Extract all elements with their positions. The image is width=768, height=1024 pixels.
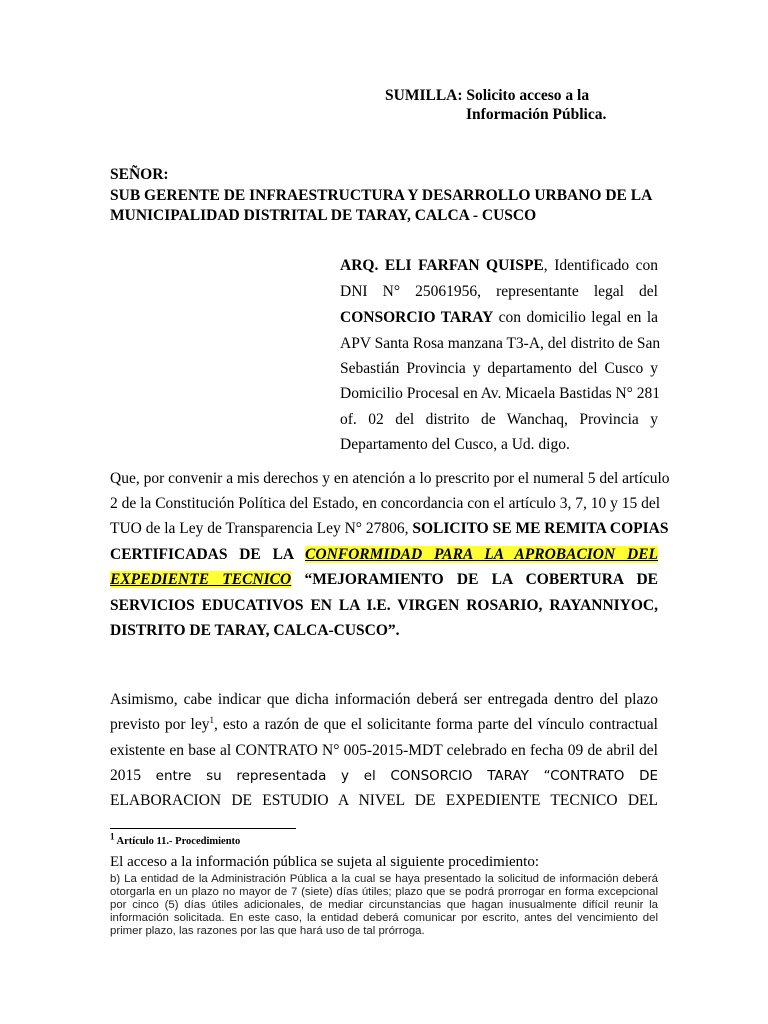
footnote-number: 1 (110, 831, 115, 842)
request-line-1: Que, por convenir a mis derechos y en atención a lo prescrito por el numeral 5 del artículo (110, 470, 670, 487)
deadline-line-4-a: 2015 (110, 767, 141, 784)
salutation: SEÑOR: (110, 166, 169, 183)
deadline-line-1: Asimismo, cabe indicar que dicha información deberá ser entregada dentro del plazo (110, 691, 658, 708)
applicant-name: ARQ. ELI FARFAN QUISPE (340, 257, 544, 274)
applicant-line-5: Sebastián Provincia y departamento del Cusco y (340, 360, 658, 377)
footnote-article: Artículo 11.- Procedimiento (116, 836, 241, 847)
deadline-line-3: existente en base al CONTRATO N° 005-2015-MDT celebrado en fecha 09 de abril del (110, 742, 658, 759)
deadline-line-5: ELABORACION DE ESTUDIO A NIVEL DE EXPEDIENTE TECNICO DEL (110, 792, 658, 809)
addressee-line-2: MUNICIPALIDAD DISTRITAL DE TARAY, CALCA - CUSCO (110, 207, 537, 224)
applicant-line-1-rest: , Identificado con (543, 257, 658, 274)
applicant-line-7: of. 02 del distrito de Wanchaq, Provincia y (340, 411, 658, 428)
footnote-title (110, 831, 241, 847)
request-line-7: DISTRITO DE TARAY, CALCA-CUSCO”. (110, 622, 400, 639)
footnote-ref[interactable]: 1 (209, 714, 214, 725)
footnote-b-line-3: por cinco (5) días útiles adicionales, de mediar circunstancias que hagan inusualmente difícil reunir la (110, 899, 658, 911)
request-line-4 (110, 546, 658, 564)
applicant-line-3 (340, 309, 658, 327)
addressee-line-1: SUB GERENTE DE INFRAESTRUCTURA Y DESARROLLO URBANO DE LA (110, 187, 653, 204)
highlighted-conformity: CONFORMIDAD PARA LA APROBACION DEL (305, 546, 658, 563)
applicant-line-4: APV Santa Rosa manzana T3-A, del distrito de San (340, 335, 661, 352)
applicant-line-3-rest: con domicilio legal en la (493, 309, 658, 326)
request-line-3 (110, 520, 669, 538)
deadline-line-2-a: previsto por ley (110, 716, 210, 733)
sumilla-line-1: SUMILLA: Solicito acceso a la (385, 87, 590, 104)
footnote-b-line-5: primer plazo, las razones por las que hará uso de tal prórroga. (110, 925, 425, 937)
footnote-intro: El acceso a la información pública se sujeta al siguiente procedimiento: (110, 854, 540, 870)
deadline-line-4-b: entre su representada y el CONSORCIO TARAY “CONTRATO DE (141, 768, 658, 784)
request-line-5-bold: “MEJORAMIENTO DE LA COBERTURA DE (291, 571, 659, 588)
footnote-separator (110, 828, 296, 829)
deadline-line-4 (110, 767, 658, 785)
footnote-b-line-1: b) La entidad de la Administración Pública a la cual se haya presentado la solicitud de información deberá (110, 873, 658, 885)
footnote-b-line-4: información solicitada. En este caso, la entidad deberá comunicar por escrito, antes del vencimiento del (110, 912, 658, 924)
request-line-2: 2 de la Constitución Política del Estado, en concordancia con el artículo 3, 7, 10 y 15 del (110, 495, 661, 512)
deadline-line-2 (110, 716, 658, 734)
applicant-line-6: Domicilio Procesal en Av. Micaela Bastidas N° 281 (340, 385, 661, 402)
footnote-b-line-2: otorgarla en un plazo no mayor de 7 (siete) días útiles; plazo que se podrá prorrogar en forma excepcional (110, 886, 658, 898)
request-line-3-text: TUO de la Ley de Transparencia Ley N° 27806, (110, 520, 413, 537)
request-line-4-bold: CERTIFICADAS DE LA (110, 546, 306, 563)
highlighted-expediente: EXPEDIENTE TECNICO (110, 571, 292, 588)
request-line-6: SERVICIOS EDUCATIVOS EN LA I.E. VIRGEN ROSARIO, RAYANNIYOC, (110, 597, 658, 614)
consortium-name: CONSORCIO TARAY (340, 309, 494, 326)
applicant-line-2: DNI N° 25061956, representante legal del (340, 283, 658, 300)
applicant-line-8: Departamento del Cusco, a Ud. digo. (340, 436, 570, 453)
sumilla-line-2: Información Pública. (466, 106, 607, 123)
request-line-3-bold: SOLICITO SE ME REMITA COPIAS (412, 520, 669, 537)
deadline-line-2-b: , esto a razón de que el solicitante forma parte del vínculo contractual (213, 716, 658, 733)
request-line-5 (110, 571, 658, 589)
applicant-line-1 (340, 257, 658, 275)
